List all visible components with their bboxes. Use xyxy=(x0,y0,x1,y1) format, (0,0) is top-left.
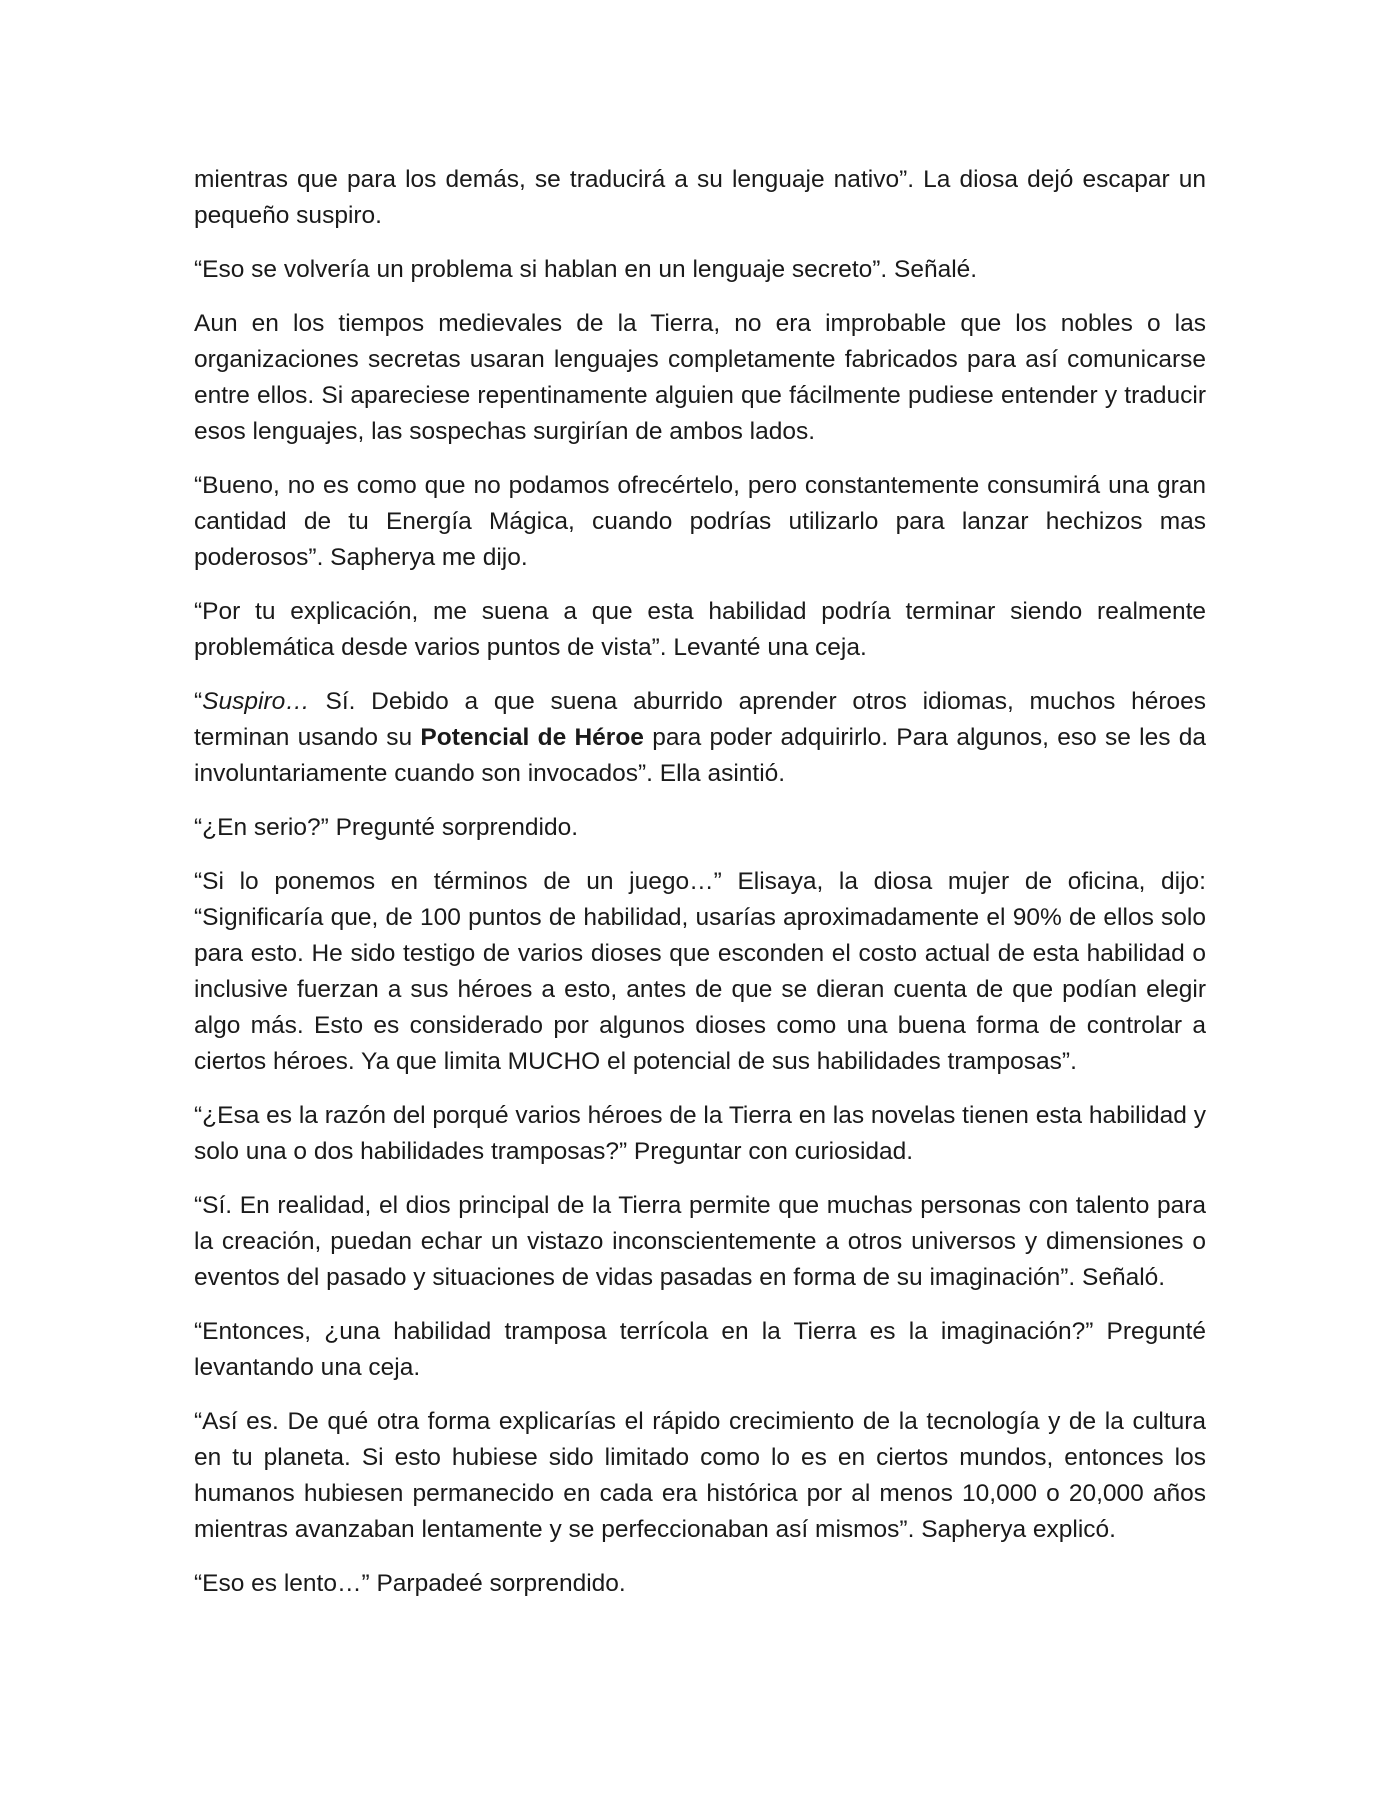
paragraph: “¿En serio?” Pregunté sorprendido. xyxy=(194,814,579,841)
paragraph: “Eso se volvería un problema si hablan en un lenguaje secreto”. Señalé. xyxy=(194,256,978,283)
paragraph: “Así es. De qué otra forma explicarías el rápido crecimiento de la tecnología y de la cultura en tu planeta. Si esto hubiese sido limitado como lo es en ciertos mundos, entonces los humanos hubiesen permanecido en cada era histórica por al menos 10,000 o 20,000 años mientras avanzaban lentamente y se perfeccionaban así mismos”. Sapherya explicó. xyxy=(194,1408,1206,1543)
paragraph: mientras que para los demás, se traducirá a su lenguaje nativo”. La diosa dejó escapar un pequeño suspiro. xyxy=(194,166,1206,229)
paragraph xyxy=(194,684,1206,792)
paragraph: “Si lo ponemos en términos de un juego…” Elisaya, la diosa mujer de oficina, dijo: “Significaría que, de 100 puntos de habilidad, usarías aproximadamente el 90% de ellos solo para esto. He sido testigo de varios dioses que esconden el costo actual de esta habilidad o inclusive fuerzan a sus héroes a esto, antes de que se dieran cuenta de que podían elegir algo más. Esto es considerado por algunos dioses como una buena forma de controlar a ciertos héroes. Ya que limita MUCHO el potencial de sus habilidades tramposas”. xyxy=(194,868,1206,1075)
open-quote: “ xyxy=(194,688,203,715)
italic-text: Suspiro… xyxy=(202,688,310,715)
paragraph-text: para poder adquirirlo. Para algunos, eso se les da involuntariamente cuando son invocados”. Ella asintió. xyxy=(194,724,1206,787)
paragraph-text: Sí. Debido a que suena aburrido aprender otros idiomas, muchos héroes terminan usando su xyxy=(194,688,1206,751)
paragraph: “Sí. En realidad, el dios principal de la Tierra permite que muchas personas con talento para la creación, puedan echar un vistazo inconscientemente a otros universos y dimensiones o eventos del pasado y situaciones de vidas pasadas en forma de su imaginación”. Señaló. xyxy=(194,1192,1206,1291)
bold-term: Potencial de Héroe xyxy=(420,724,644,751)
body-text xyxy=(194,162,1206,1620)
paragraph: “Entonces, ¿una habilidad tramposa terrícola en la Tierra es la imaginación?” Pregunté levantando una ceja. xyxy=(194,1318,1206,1381)
paragraph: “¿Esa es la razón del porqué varios héroes de la Tierra en las novelas tienen esta habilidad y solo una o dos habilidades tramposas?” Preguntar con curiosidad. xyxy=(194,1102,1206,1165)
paragraph: “Bueno, no es como que no podamos ofrecértelo, pero constantemente consumirá una gran cantidad de tu Energía Mágica, cuando podrías utilizarlo para lanzar hechizos mas poderosos”. Sapherya me dijo. xyxy=(194,472,1206,571)
paragraph: “Eso es lento…” Parpadeé sorprendido. xyxy=(194,1570,626,1597)
paragraph: “Por tu explicación, me suena a que esta habilidad podría terminar siendo realmente problemática desde varios puntos de vista”. Levanté una ceja. xyxy=(194,598,1206,661)
paragraph: Aun en los tiempos medievales de la Tierra, no era improbable que los nobles o las organizaciones secretas usaran lenguajes completamente fabricados para así comunicarse entre ellos. Si apareciese repentinamente alguien que fácilmente pudiese entender y traducir esos lenguajes, las sospechas surgirían de ambos lados. xyxy=(194,310,1206,445)
